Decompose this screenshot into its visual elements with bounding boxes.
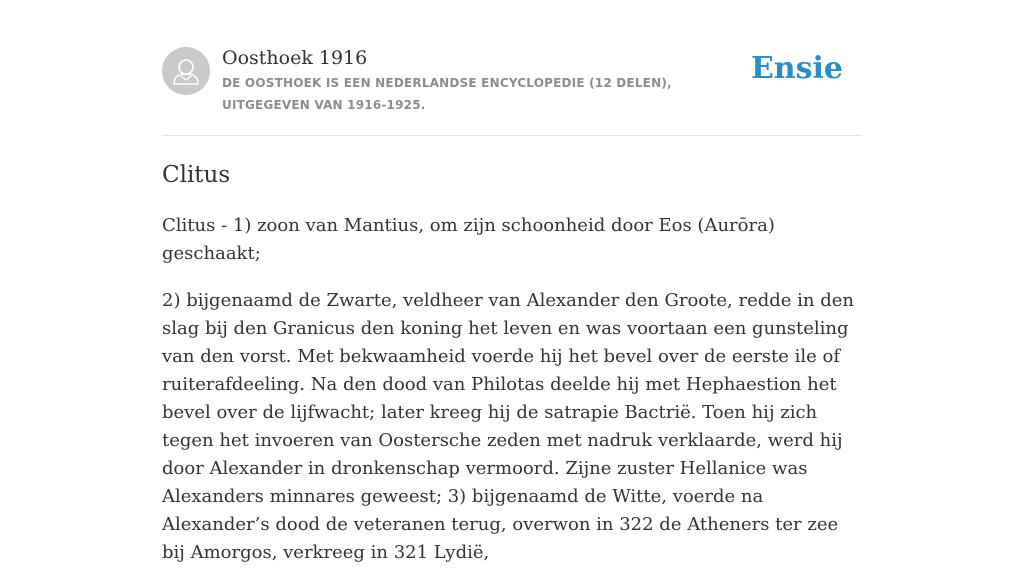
source-header: [162, 46, 862, 116]
user-avatar-icon[interactable]: [162, 47, 210, 95]
divider: [162, 135, 862, 136]
source-description: DE OOSTHOEK IS EEN NEDERLANDSE ENCYCLOPEDIE (12 DELEN), UITGEGEVEN VAN 1916-1925.: [222, 76, 672, 112]
article-title: Clitus: [162, 162, 231, 188]
article-paragraph: 2) bijgenaamd de Zwarte, veldheer van Alexander den Groote, redde in den slag bij den Granicus den koning het leven en was voortaan een gunsteling van den vorst. Met bekwaamheid voerde hij het bevel over de eerste ile of ruiterafdeeling. Na den dood van Philotas deelde hij met Hephaestion het bevel over de lijfwacht; later kreeg hij de satrapie Bactrië. Toen hij zich tegen het invoeren van Oostersche zeden met nadruk verklaarde, werd hij door Alexander in dronkenschap vermoord. Zijne zuster Hellanice was Alexanders minnares geweest; 3) bijgenaamd de Witte, voerde na Alexander’s dood de veteranen terug, overwon in 322 de Atheners ter zee bij Amorgos, verkreeg in 321 Lydië,: [162, 290, 854, 563]
article-paragraph: Clitus - 1) zoon van Mantius, om zijn schoonheid door Eos (Aurōra) geschaakt;: [162, 215, 775, 264]
source-title[interactable]: Oosthoek 1916: [222, 47, 368, 69]
brand-logo[interactable]: Ensie: [750, 51, 843, 86]
article-body: [162, 212, 866, 586]
